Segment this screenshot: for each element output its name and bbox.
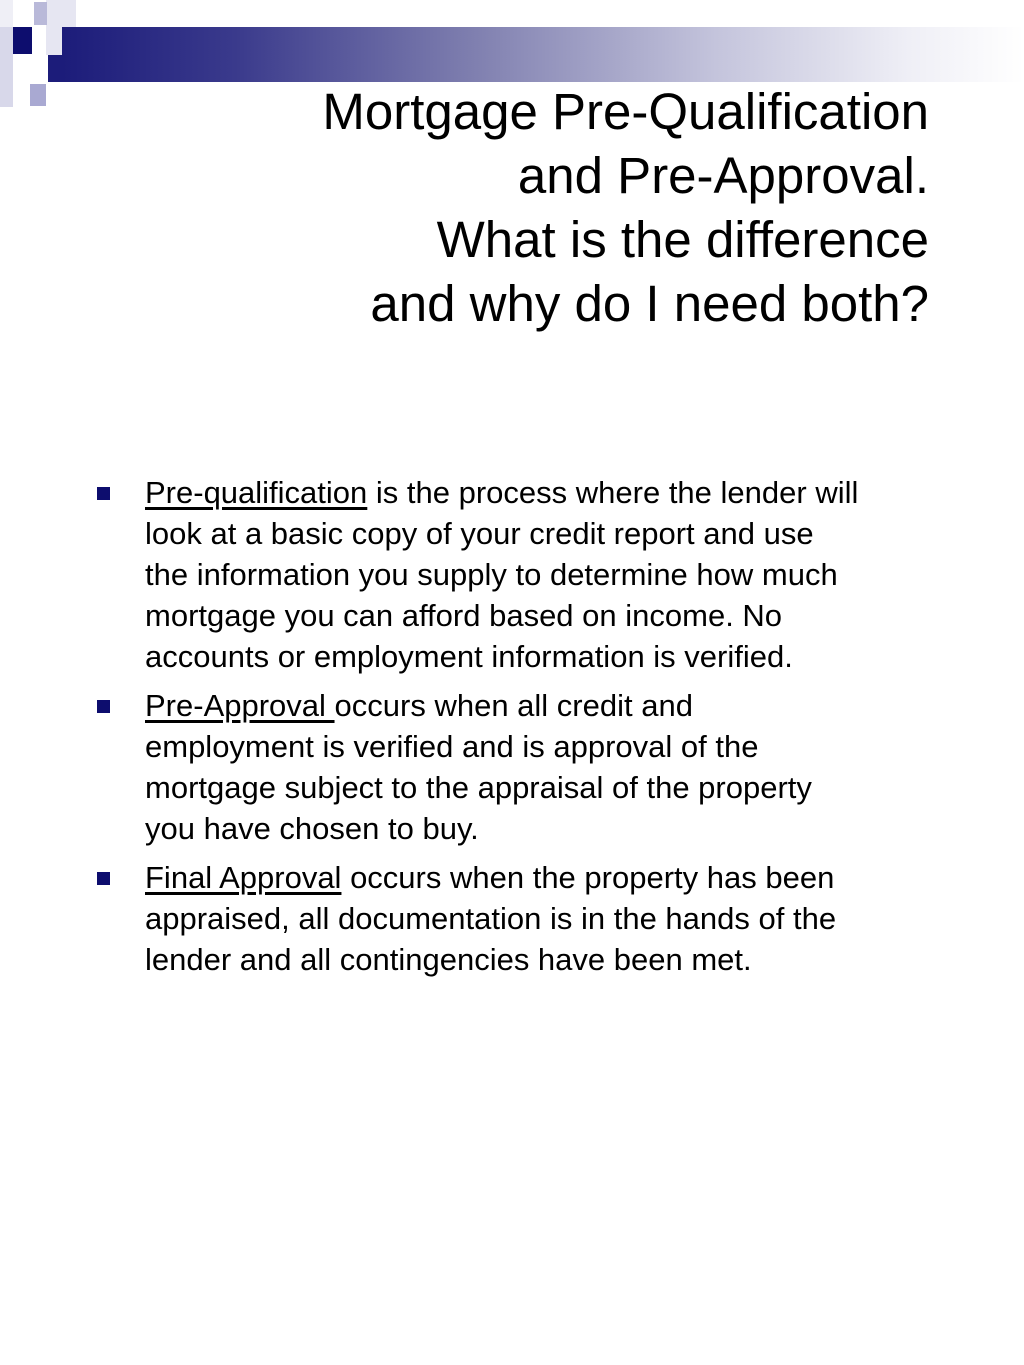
decorative-square — [34, 2, 47, 25]
bullet-item — [93, 857, 953, 980]
title-line: What is the difference — [436, 211, 929, 268]
bullet-item — [93, 472, 953, 677]
decorative-square — [34, 27, 46, 55]
bullet-line — [145, 685, 953, 726]
bullet-term: Final Approval — [145, 860, 342, 895]
bullet-text: occurs when all credit and — [334, 688, 693, 723]
bullet-term: Pre-qualification — [145, 475, 368, 510]
title-line: and why do I need both? — [370, 275, 929, 332]
bullet-line: the information you supply to determine how much — [145, 557, 838, 592]
bullet-text: occurs when the property has been — [341, 860, 835, 895]
bullet-line: appraised, all documentation is in the hands of the — [145, 901, 837, 936]
square-bullet-icon — [97, 872, 110, 885]
title-line: and Pre-Approval. — [517, 147, 929, 204]
decorative-square — [48, 55, 62, 82]
bullet-line: you have chosen to buy. — [145, 811, 479, 846]
header-gradient-bar — [62, 27, 1024, 82]
bullet-line: employment is verified and is approval of the — [145, 729, 759, 764]
square-bullet-icon — [97, 487, 110, 500]
bullet-text: is the process where the lender will — [367, 475, 859, 510]
bullet-item — [93, 685, 953, 849]
bullet-line — [145, 472, 953, 513]
title-line: Mortgage Pre-Qualification — [322, 83, 929, 140]
decorative-square — [0, 27, 13, 107]
bullet-line: mortgage you can afford based on income. No — [145, 598, 783, 633]
bullet-list — [93, 472, 953, 988]
bullet-line: look at a basic copy of your credit report and use — [145, 516, 814, 551]
decorative-square — [0, 0, 13, 27]
bullet-term: Pre-Approval — [145, 688, 335, 723]
bullet-line: mortgage subject to the appraisal of the property — [145, 770, 812, 805]
bullet-line — [145, 857, 953, 898]
slide-title — [169, 80, 929, 336]
bullet-line: lender and all contingencies have been met. — [145, 942, 752, 977]
decorative-square — [30, 84, 46, 106]
bullet-line: accounts or employment information is verified. — [145, 639, 793, 674]
decorative-square — [13, 27, 32, 54]
square-bullet-icon — [97, 700, 110, 713]
